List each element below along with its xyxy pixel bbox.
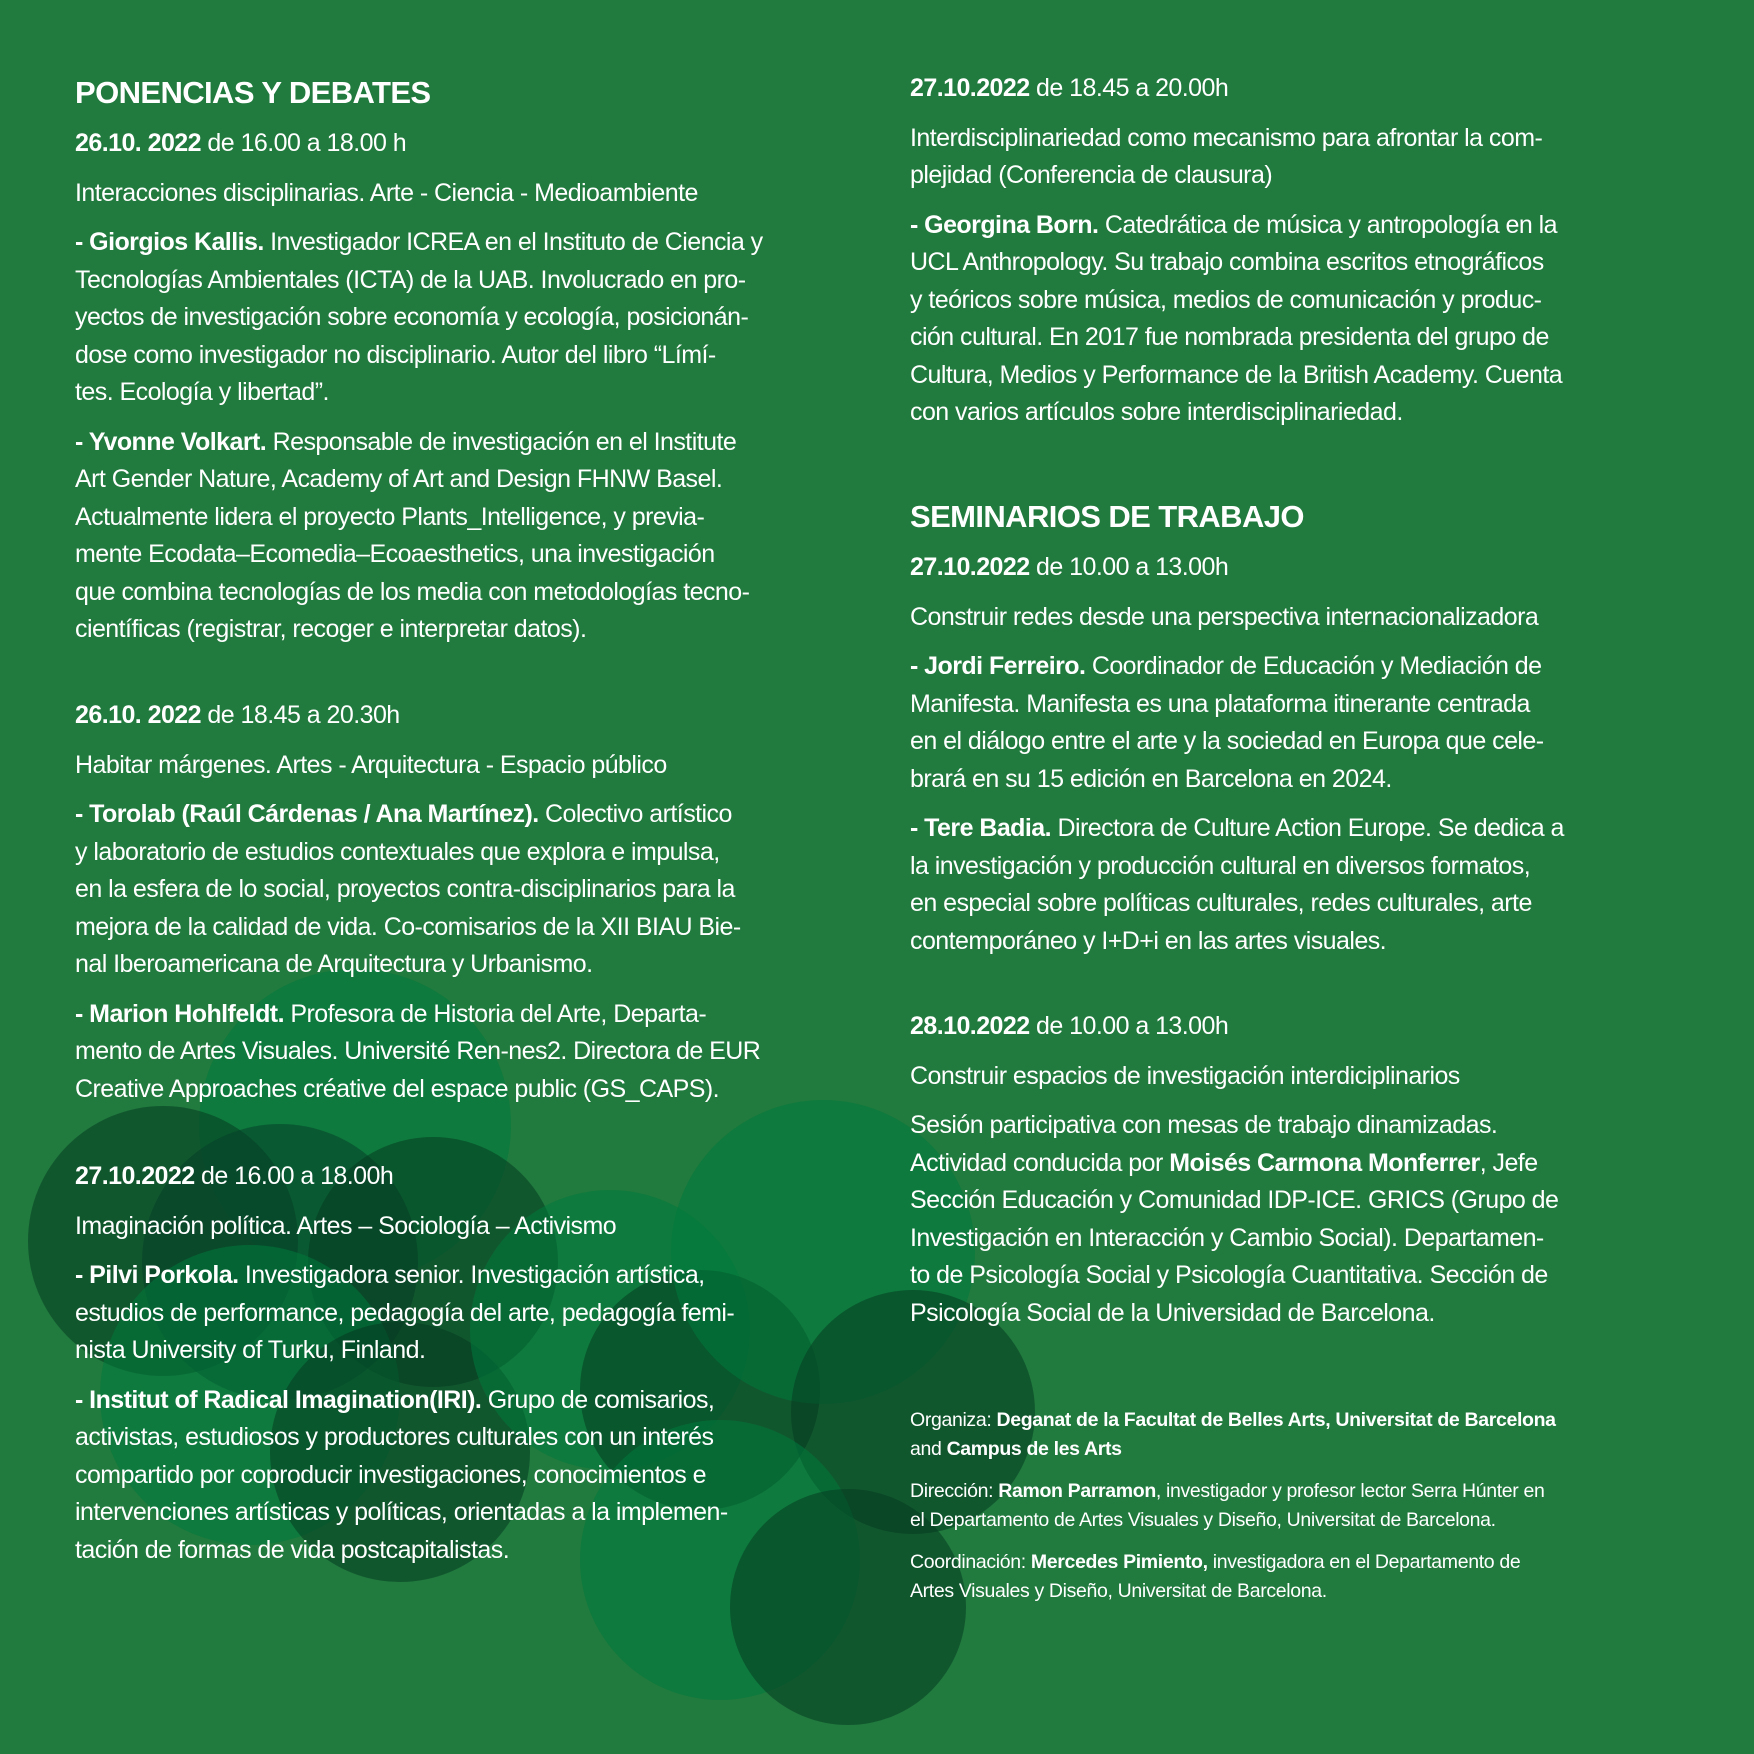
section-seminarios bbox=[910, 497, 1715, 537]
text-line bbox=[75, 1033, 885, 1071]
text-line bbox=[910, 357, 1715, 395]
text-line bbox=[910, 1406, 1715, 1435]
title-text: Imaginación política. Artes – Sociología – Activismo bbox=[75, 1211, 617, 1240]
text-line bbox=[75, 747, 885, 785]
body-text: en el diálogo entre el arte y la sociedad en Europa que cele- bbox=[910, 727, 1544, 755]
name-bold: - Georgina Born. bbox=[910, 210, 1099, 239]
body-text: Investigación en Interacción y Cambio Social). Departamen- bbox=[910, 1223, 1544, 1252]
body-text: to de Psicología Social y Psicología Cuantitativa. Sección de bbox=[910, 1261, 1548, 1289]
text-line bbox=[910, 319, 1715, 357]
text-line bbox=[910, 686, 1715, 724]
section-heading: SEMINARIOS DE TRABAJO bbox=[910, 499, 1304, 534]
text-line bbox=[910, 1506, 1715, 1535]
session-title bbox=[75, 1208, 885, 1246]
text-line bbox=[910, 207, 1715, 245]
text-line bbox=[910, 120, 1715, 158]
session-date-line bbox=[75, 697, 885, 735]
body-text: contemporáneo y I+D+i en las artes visuales. bbox=[910, 926, 1387, 955]
body-text: científicas (registrar, recoger e interpretar datos). bbox=[75, 615, 587, 643]
text-line bbox=[910, 1548, 1715, 1577]
text-line bbox=[910, 923, 1715, 961]
body-text: investigadora en el Departamento de bbox=[1207, 1551, 1521, 1573]
paragraph bbox=[75, 796, 885, 984]
body-text: nal Iberoamericana de Arquitectura y Urbanismo. bbox=[75, 950, 593, 978]
name-bold: Ramon Parramon bbox=[998, 1480, 1156, 1502]
paragraph bbox=[910, 810, 1715, 960]
text-line bbox=[75, 1494, 885, 1532]
title-text: Construir espacios de investigación interdiciplinarios bbox=[910, 1061, 1460, 1090]
session-time: de 10.00 a 13.00h bbox=[1029, 1012, 1229, 1040]
body-text: Investigador ICREA en el Instituto de Ciencia y bbox=[263, 228, 763, 256]
session-date: 27.10.2022 bbox=[910, 74, 1030, 102]
body-text: Organiza: bbox=[910, 1409, 997, 1431]
text-line bbox=[75, 1382, 885, 1420]
name-bold: - Torolab (Raúl Cárdenas / Ana Martínez). bbox=[75, 800, 539, 828]
session bbox=[75, 1158, 885, 1569]
body-text: Responsable de investigación en el Institute bbox=[266, 427, 737, 456]
session-time: de 16.00 a 18.00h bbox=[194, 1162, 394, 1190]
text-line bbox=[910, 1435, 1715, 1464]
text-line bbox=[910, 1477, 1715, 1506]
text-line bbox=[75, 461, 885, 499]
text-line bbox=[910, 1058, 1715, 1096]
paragraph bbox=[910, 1548, 1715, 1606]
body-text: , investigador y profesor lector Serra Húnter en bbox=[1155, 1480, 1545, 1502]
body-text: brará en su 15 edición en Barcelona en 2024. bbox=[910, 764, 1392, 793]
text-line bbox=[75, 1457, 885, 1495]
paragraph bbox=[75, 224, 885, 412]
text-line bbox=[910, 885, 1715, 923]
name-bold: - Jordi Ferreiro. bbox=[910, 652, 1086, 680]
text-line bbox=[75, 611, 885, 649]
body-text: Art Gender Nature, Academy of Art and Design FHNW Basel. bbox=[75, 465, 723, 493]
text-line bbox=[910, 244, 1715, 282]
session-date-line bbox=[910, 549, 1715, 587]
text-line bbox=[75, 299, 885, 337]
session-title bbox=[910, 120, 1715, 195]
paragraph bbox=[910, 1406, 1715, 1464]
session-date-line bbox=[75, 1158, 885, 1196]
body-text: Coordinación: bbox=[910, 1551, 1031, 1573]
name-bold: Campus de les Arts bbox=[946, 1438, 1122, 1460]
session bbox=[75, 125, 885, 649]
body-text: Cultura, Medios y Performance de la British Academy. Cuenta bbox=[910, 360, 1563, 389]
name-bold: Moisés Carmona Monferrer bbox=[1169, 1148, 1480, 1177]
session bbox=[910, 70, 1715, 432]
text-line bbox=[910, 282, 1715, 320]
body-text: la investigación y producción cultural en diversos formatos, bbox=[910, 851, 1531, 880]
text-line bbox=[75, 871, 885, 909]
body-text: el Departamento de Artes Visuales y Diseño, Universitat de Barcelona. bbox=[910, 1509, 1496, 1531]
body-text: and bbox=[910, 1438, 947, 1460]
session-date-line bbox=[910, 70, 1715, 108]
text-line bbox=[75, 1257, 885, 1295]
body-text: Artes Visuales y Diseño, Universitat de Barcelona. bbox=[910, 1580, 1327, 1602]
text-line bbox=[75, 175, 885, 213]
body-text: Actividad conducida por bbox=[910, 1148, 1170, 1177]
name-bold: - Pilvi Porkola. bbox=[75, 1261, 239, 1289]
session-time: de 10.00 a 13.00h bbox=[1029, 553, 1229, 581]
title-text: Interacciones disciplinarias. Arte - Ciencia - Medioambiente bbox=[75, 178, 698, 207]
body-text: ción cultural. En 2017 fue nombrada presidenta del grupo de bbox=[910, 323, 1549, 351]
session bbox=[910, 1008, 1715, 1332]
name-bold: - Institut of Radical Imagination(IRI). bbox=[75, 1385, 482, 1414]
title-text: Interdisciplinariedad como mecanismo para afrontar la com- bbox=[910, 123, 1543, 152]
body-text: Manifesta. Manifesta es una plataforma itinerante centrada bbox=[910, 689, 1530, 718]
session-title bbox=[75, 747, 885, 785]
body-text: tes. Ecología y libertad”. bbox=[75, 378, 329, 406]
body-text: activistas, estudiosos y productores culturales con un interés bbox=[75, 1423, 714, 1451]
paragraph bbox=[910, 1107, 1715, 1332]
text-line bbox=[75, 374, 885, 412]
body-text: Psicología Social de la Universidad de Barcelona. bbox=[910, 1298, 1435, 1327]
name-bold: - Giorgios Kallis. bbox=[75, 228, 264, 256]
body-text: y teóricos sobre música, medios de comunicación y produc- bbox=[910, 285, 1542, 314]
session-time: de 18.45 a 20.00h bbox=[1029, 74, 1229, 102]
paragraph bbox=[910, 648, 1715, 798]
text-line bbox=[910, 761, 1715, 799]
name-bold: - Yvonne Volkart. bbox=[75, 427, 267, 456]
section-ponencias bbox=[75, 73, 885, 113]
body-text: Catedrática de música y antropología en la bbox=[1098, 210, 1558, 239]
body-text: en especial sobre políticas culturales, redes culturales, arte bbox=[910, 889, 1532, 917]
body-text: estudios de performance, pedagogía del arte, pedagogía femi- bbox=[75, 1298, 735, 1327]
session-date: 28.10.2022 bbox=[910, 1012, 1030, 1040]
name-bold: Deganat de la Facultat de Belles Arts, Universitat de Barcelona bbox=[996, 1409, 1556, 1431]
text-line bbox=[910, 394, 1715, 432]
text-line bbox=[910, 723, 1715, 761]
body-text: intervenciones artísticas y políticas, orientadas a la implemen- bbox=[75, 1498, 728, 1526]
text-line bbox=[910, 1257, 1715, 1295]
session-title bbox=[910, 1058, 1715, 1096]
body-text: Investigadora senior. Investigación artística, bbox=[238, 1261, 705, 1289]
body-text: que combina tecnologías de los media con metodologías tecno- bbox=[75, 577, 750, 606]
body-text: Grupo de comisarios, bbox=[481, 1385, 715, 1414]
paragraph bbox=[910, 1477, 1715, 1535]
text-line bbox=[75, 946, 885, 984]
session bbox=[75, 697, 885, 1108]
text-line bbox=[75, 262, 885, 300]
text-line bbox=[910, 599, 1715, 637]
session-date-line bbox=[910, 1008, 1715, 1046]
session-date: 26.10. 2022 bbox=[75, 129, 202, 157]
paragraph bbox=[75, 424, 885, 649]
text-line bbox=[75, 424, 885, 462]
title-text: Construir redes desde una perspectiva internacionalizadora bbox=[910, 602, 1539, 631]
text-line bbox=[910, 1107, 1715, 1145]
body-text: Coordinador de Educación y Mediación de bbox=[1085, 652, 1542, 680]
text-line bbox=[910, 1220, 1715, 1258]
text-line bbox=[910, 1577, 1715, 1606]
text-line bbox=[75, 1419, 885, 1457]
body-text: mente Ecodata–Ecomedia–Ecoaesthetics, una investigación bbox=[75, 540, 715, 568]
session-date: 27.10.2022 bbox=[910, 553, 1030, 581]
section-heading: PONENCIAS Y DEBATES bbox=[75, 75, 431, 110]
text-line bbox=[75, 996, 885, 1034]
text-line bbox=[75, 834, 885, 872]
text-line bbox=[75, 909, 885, 947]
text-line bbox=[75, 796, 885, 834]
body-text: UCL Anthropology. Su trabajo combina escritos etnográficos bbox=[910, 248, 1544, 276]
text-line bbox=[75, 1295, 885, 1333]
body-text: y laboratorio de estudios contextuales que explora e impulsa, bbox=[75, 837, 720, 866]
paragraph bbox=[910, 207, 1715, 432]
text-line bbox=[910, 648, 1715, 686]
session-date: 27.10.2022 bbox=[75, 1162, 195, 1190]
text-line bbox=[910, 157, 1715, 195]
text-line bbox=[75, 337, 885, 375]
name-bold: Mercedes Pimiento, bbox=[1030, 1551, 1208, 1573]
text-line bbox=[75, 1071, 885, 1109]
body-text: Profesora de Historia del Arte, Departa- bbox=[283, 999, 707, 1028]
text-line bbox=[910, 1295, 1715, 1333]
body-text: Actualmente lidera el proyecto Plants_Intelligence, y previa- bbox=[75, 502, 705, 531]
session-time: de 16.00 a 18.00 h bbox=[201, 129, 407, 157]
body-text: con varios artículos sobre interdisciplinariedad. bbox=[910, 398, 1403, 426]
session-title bbox=[910, 599, 1715, 637]
name-bold: - Tere Badia. bbox=[910, 814, 1052, 842]
session-title bbox=[75, 175, 885, 213]
text-line bbox=[910, 1145, 1715, 1183]
body-text: Directora de Culture Action Europe. Se dedica a bbox=[1051, 814, 1564, 842]
paragraph bbox=[75, 996, 885, 1109]
text-line bbox=[910, 1182, 1715, 1220]
text-line bbox=[910, 810, 1715, 848]
session bbox=[910, 549, 1715, 960]
text-line bbox=[75, 536, 885, 574]
paragraph bbox=[75, 1382, 885, 1570]
body-text: compartido por coproducir investigaciones, conocimientos e bbox=[75, 1460, 706, 1489]
text-line bbox=[75, 1208, 885, 1246]
text-line bbox=[75, 1332, 885, 1370]
paragraph bbox=[75, 1257, 885, 1370]
body-text: dose como investigador no disciplinario. Autor del libro “Límí- bbox=[75, 340, 716, 369]
body-text: tación de formas de vida postcapitalistas. bbox=[75, 1535, 510, 1564]
body-text: Colectivo artístico bbox=[538, 800, 732, 828]
text-line bbox=[75, 574, 885, 612]
body-text: Sección Educación y Comunidad IDP-ICE. GRICS (Grupo de bbox=[910, 1186, 1559, 1214]
body-text: Tecnologías Ambientales (ICTA) de la UAB. Involucrado en pro- bbox=[75, 265, 746, 294]
body-text: en la esfera de lo social, proyectos contra-disciplinarios para la bbox=[75, 875, 735, 903]
body-text: Sesión participativa con mesas de trabajo dinamizadas. bbox=[910, 1111, 1498, 1139]
text-line bbox=[75, 1532, 885, 1570]
body-text: mejora de la calidad de vida. Co-comisarios de la XII BIAU Bie- bbox=[75, 912, 741, 941]
body-text: mento de Artes Visuales. Université Ren-nes2. Directora de EUR bbox=[75, 1037, 761, 1065]
body-text: Dirección: bbox=[910, 1480, 999, 1502]
body-text: (Conferencia de clausura) bbox=[991, 161, 1273, 189]
body-text: yectos de investigación sobre economía y ecología, posicionán- bbox=[75, 303, 749, 331]
title-text: plejidad bbox=[910, 161, 992, 189]
session-date: 26.10. 2022 bbox=[75, 701, 202, 729]
session-date-line bbox=[75, 125, 885, 163]
session-time: de 18.45 a 20.30h bbox=[201, 701, 400, 729]
body-text: , Jefe bbox=[1479, 1148, 1538, 1177]
title-text: Habitar márgenes. Artes - Arquitectura - Espacio público bbox=[75, 750, 667, 779]
text-line bbox=[75, 499, 885, 537]
credits bbox=[910, 1406, 1715, 1606]
name-bold: - Marion Hohlfeldt. bbox=[75, 999, 284, 1028]
text-line bbox=[910, 848, 1715, 886]
body-text: Creative Approaches créative del espace public (GS_CAPS). bbox=[75, 1074, 719, 1103]
text-line bbox=[75, 224, 885, 262]
body-text: nista University of Turku, Finland. bbox=[75, 1336, 426, 1364]
